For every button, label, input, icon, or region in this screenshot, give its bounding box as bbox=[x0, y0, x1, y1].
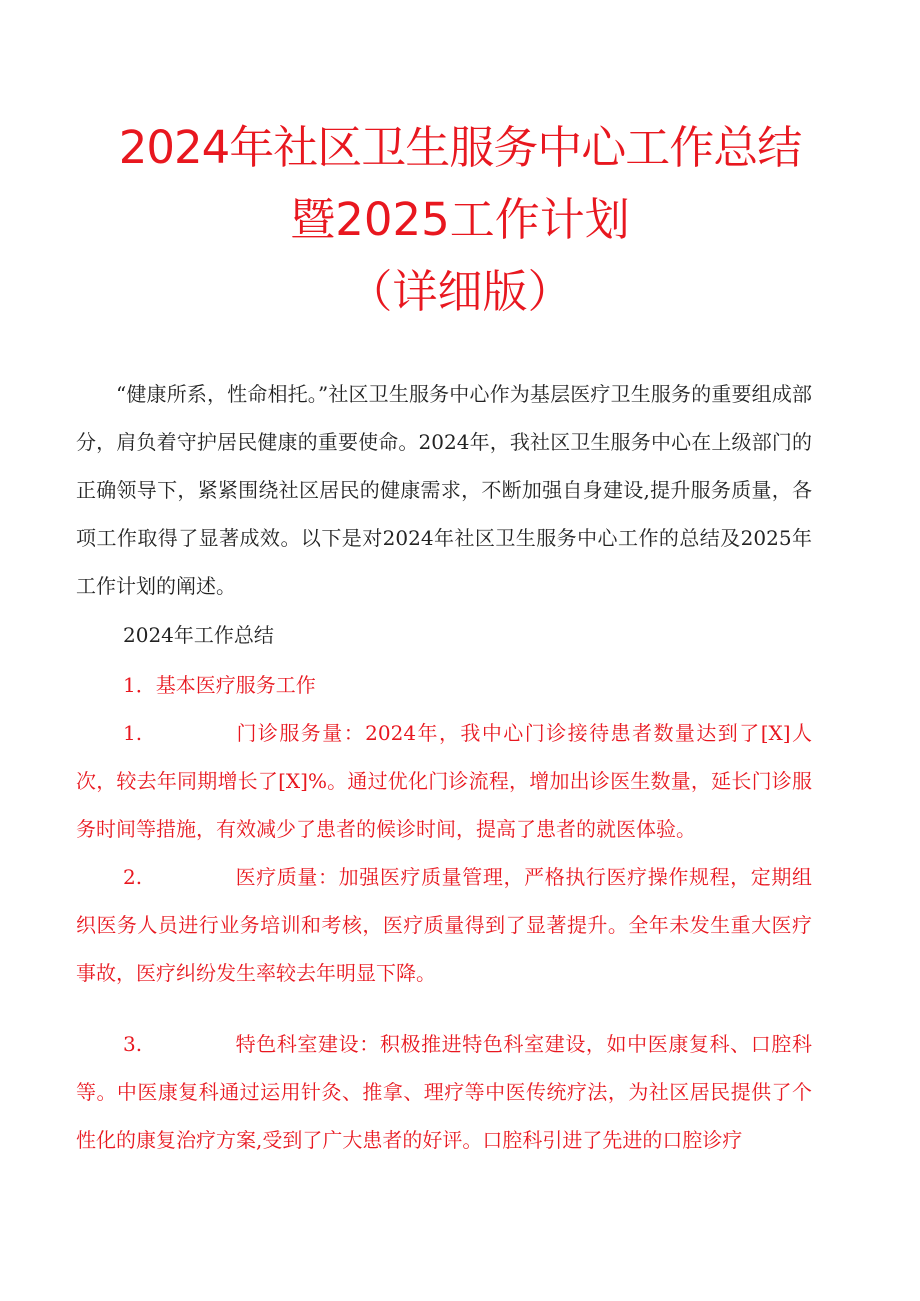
title-line-1: 2024年社区卫生服务中心工作总结 bbox=[118, 121, 802, 174]
title-line-2: 暨2025工作计划 bbox=[290, 193, 630, 246]
subsection-heading: 1．基本医疗服务工作 bbox=[123, 673, 316, 697]
list-item-number: 3. bbox=[123, 1032, 143, 1056]
list-item-text: 门诊服务量：2024年，我中心门诊接待患者数量达到了[X]人次，较去年同期增长了[X]%。通过优化门诊流程，增加出诊医生数量，延长门诊服务时间等措施，有效减少了患者的候诊时间，提高了患者的就医体验。 bbox=[76, 721, 812, 841]
list-item-number: 1. bbox=[123, 721, 143, 745]
list-item bbox=[76, 1020, 812, 1164]
list-item bbox=[76, 709, 812, 853]
list-item bbox=[76, 853, 812, 997]
list-item-number: 2. bbox=[123, 865, 143, 889]
title-line-3: （详细版） bbox=[347, 265, 573, 318]
section-heading: 2024年工作总结 bbox=[123, 623, 274, 647]
list-item-text: 特色科室建设：积极推进特色科室建设，如中医康复科、口腔科等。中医康复科通过运用针灸、推拿、理疗等中医传统疗法，为社区居民提供了个性化的康复治疗方案,受到了广大患者的好评。口腔科引进了先进的口腔诊疗 bbox=[76, 1032, 812, 1152]
intro-paragraph: “健康所系，性命相托。”社区卫生服务中心作为基层医疗卫生服务的重要组成部分，肩负着守护居民健康的重要使命。2024年，我社区卫生服务中心在上级部门的正确领导下，紧紧围绕社区居民的健康需求，不断加强自身建设,提升服务质量，各项工作取得了显著成效。以下是对2024年社区卫生服务中心工作的总结及2025年工作计划的阐述。 bbox=[76, 382, 812, 598]
list-item-text: 医疗质量：加强医疗质量管理，严格执行医疗操作规程，定期组织医务人员进行业务培训和考核，医疗质量得到了显著提升。全年未发生重大医疗事故，医疗纠纷发生率较去年明显下降。 bbox=[76, 865, 812, 985]
